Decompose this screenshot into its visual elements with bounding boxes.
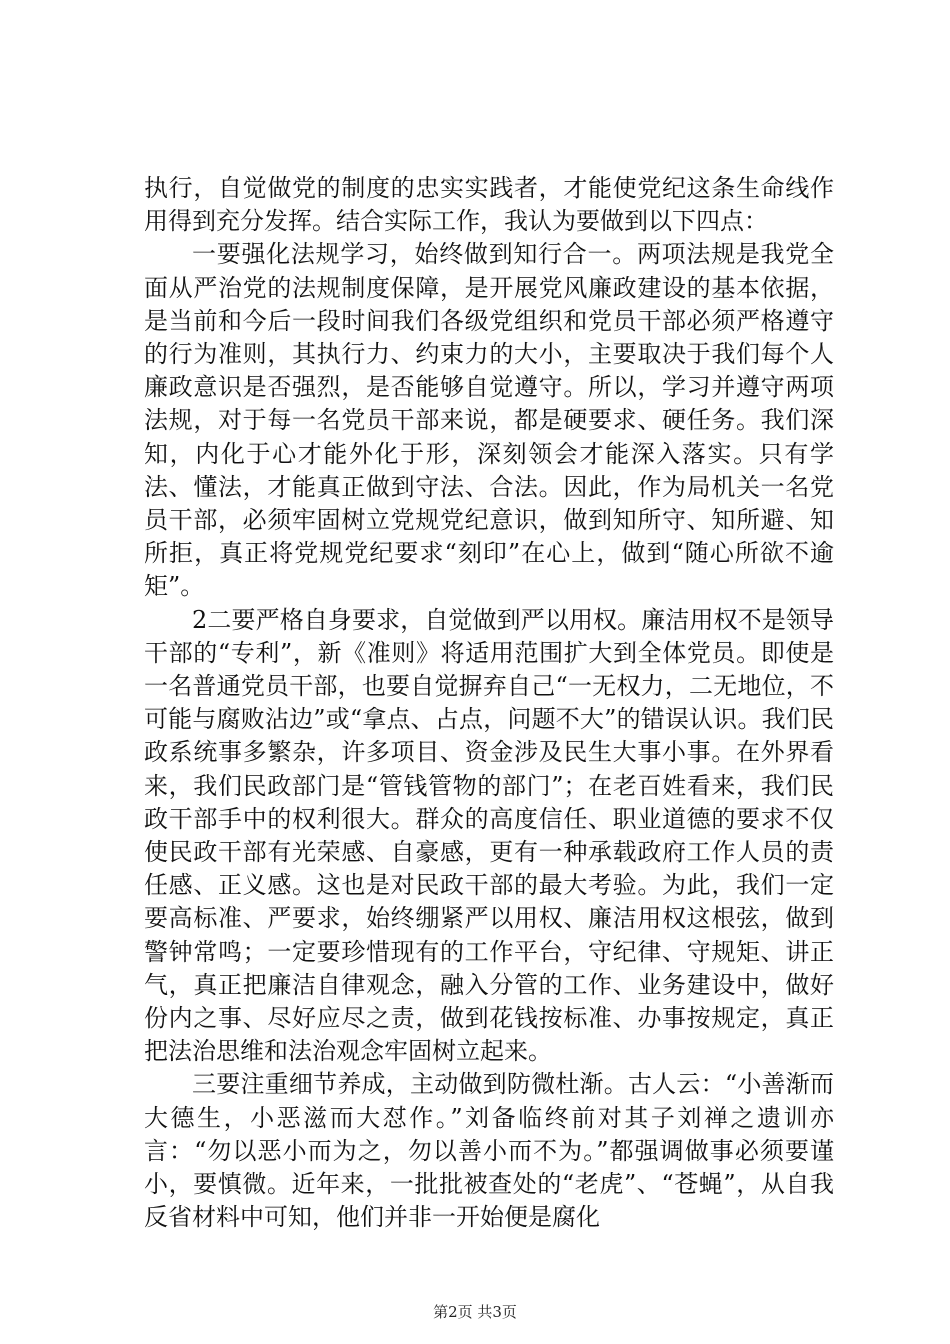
page-footer: 第2页 共3页: [433, 1303, 517, 1321]
paragraph-4: 三要注重细节养成，主动做到防微杜渐。古人云：“小善渐而大德生，小恶滋而大怼作。”刘备临终前对其子刘禅之遗训亦言：“勿以恶小而为之，勿以善小而不为。”都强调做事必须要谨小，要慎微。近年来，一批批被查处的“老虎”、“苍蝇”，从自我反省材料中可知，他们并非一开始便是腐化: [144, 1070, 834, 1232]
paragraph-3: 2二要严格自身要求，自觉做到严以用权。廉洁用权不是领导干部的“专利”，新《准则》将适用范围扩大到全体党员。即使是一名普通党员干部，也要自觉摒弃自己“一无权力，二无地位，不可能与腐败沾边”或“拿点、占点，问题不大”的错误认识。我们民政系统事多繁杂，许多项目、资金涉及民生大事小事。在外界看来，我们民政部门是“管钱管物的部门”；在老百姓看来，我们民政干部手中的权利很大。群众的高度信任、职业道德的要求不仅使民政干部有光荣感、自豪感，更有一种承载政府工作人员的责任感、正义感。这也是对民政干部的最大考验。为此，我们一定要高标准、严要求，始终绷紧严以用权、廉洁用权这根弦，做到警钟常鸣；一定要珍惜现有的工作平台，守纪律、守规矩、讲正气，真正把廉洁自律观念，融入分管的工作、业务建设中，做好份内之事、尽好应尽之责，做到花钱按标准、办事按规定，真正把法治思维和法治观念牢固树立起来。: [144, 605, 834, 1066]
paragraph-1: 执行，自觉做党的制度的忠实实践者，才能使党纪这条生命线作用得到充分发挥。结合实际工作，我认为要做到以下四点：: [144, 174, 834, 236]
document-body: [144, 172, 834, 1235]
paragraph-2: 一要强化法规学习，始终做到知行合一。两项法规是我党全面从严治党的法规制度保障，是开展党风廉政建设的基本依据，是当前和今后一段时间我们各级党组织和党员干部必须严格遵守的行为准则，其执行力、约束力的大小，主要取决于我们每个人廉政意识是否强烈，是否能够自觉遵守。所以，学习并遵守两项法规，对于每一名党员干部来说，都是硬要求、硬任务。我们深知，内化于心才能外化于形，深刻领会才能深入落实。只有学法、懂法，才能真正做到守法、合法。因此，作为局机关一名党员干部，必须牢固树立党规党纪意识，做到知所守、知所避、知所拒，真正将党规党纪要求“刻印”在心上，做到“随心所欲不逾矩”。: [144, 240, 834, 601]
